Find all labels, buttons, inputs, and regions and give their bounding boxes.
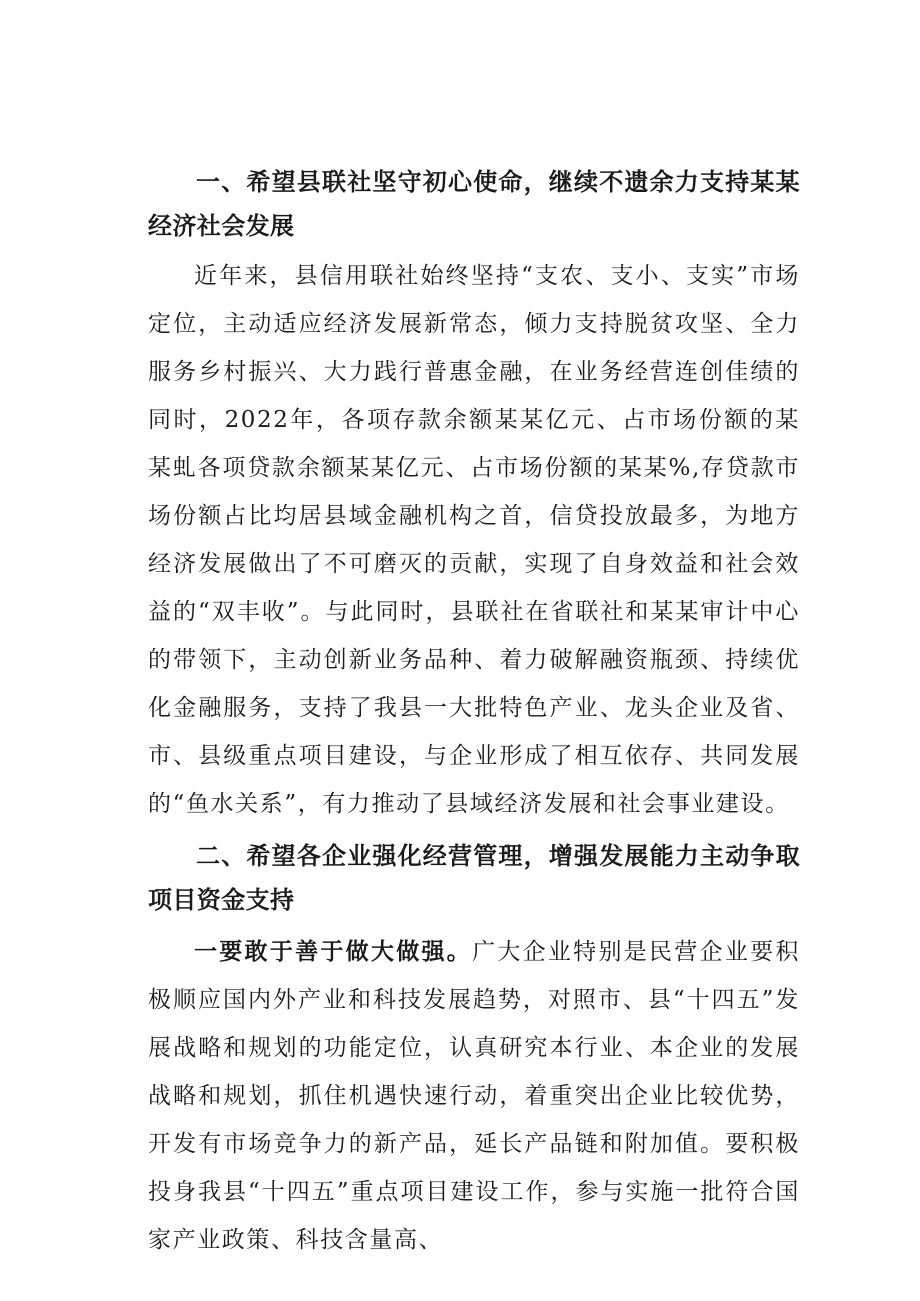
- section-1-heading: 一、希望县联社坚守初心使命，继续不遗余力支持某某经济社会发展: [148, 168, 800, 240]
- section-2-heading: 二、希望各企业强化经营管理，增强发展能力主动争取项目资金支持: [148, 842, 800, 914]
- section-2-lead-text: 一要敢于善于做大做强。: [194, 939, 473, 965]
- section-2-body-text: 广大企业特别是民营企业要积极顺应国内外产业和科技发展趋势，对照市、县“十四五”发展战略和规划的功能定位，认真研究本行业、本企业的发展战略和规划，抓住机遇快速行动，着重突出企业比较优势，开发有市场竞争力的新产品，延长产品链和附加值。要积极投身我县“十四五”重点项目建设工作，参与实施一批符合国家产业政策、科技含量高、: [148, 939, 800, 1253]
- document-page: [148, 160, 800, 1264]
- section-2-paragraph: [148, 928, 800, 1264]
- section-1-paragraph: 近年来，县信用联社始终坚持“支农、支小、支实”市场定位，主动适应经济发展新常态，倾力支持脱贫攻坚、全力服务乡村振兴、大力践行普惠金融，在业务经营连创佳绩的同时，2022年，各项存款余额某某亿元、占市场份额的某某虬各项贷款余额某某亿元、占市场份额的某某%,存贷款市场份额占比均居县域金融机构之首，信贷投放最多，为地方经济发展做出了不可磨灭的贡献，实现了自身效益和社会效益的“双丰收”。与此同时，县联社在省联社和某某审计中心的带领下，主动创新业务品种、着力破解融资瓶颈、持续优化金融服务，支持了我县一大批特色产业、龙头企业及省、市、县级重点项目建设，与企业形成了相互依存、共同发展的“鱼水关系”，有力推动了县域经济发展和社会事业建设。: [148, 263, 800, 817]
